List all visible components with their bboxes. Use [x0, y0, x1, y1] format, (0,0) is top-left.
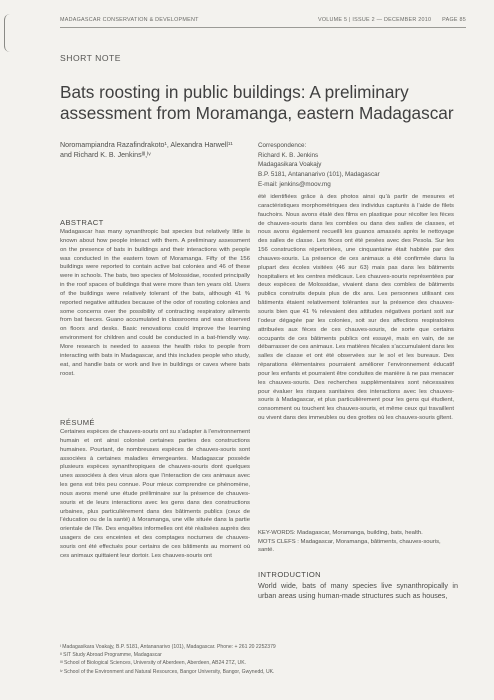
keywords-french: MOTS CLEFS : Madagascar, Moramanga, bâtiments, chauves-souris, santé. — [258, 538, 441, 554]
correspondence-block — [258, 141, 458, 190]
journal-name: MADAGASCAR CONSERVATION & DEVELOPMENT — [60, 17, 199, 23]
correspondence-name: Richard K. B. Jenkins — [258, 151, 319, 159]
correspondence-heading: Correspondence: — [258, 142, 307, 149]
author-list: Noromampiandra Razafindrakoto¹, Alexandra Harwell¹¹ and Richard K. B. Jenkinsᴵᴵᴵ,ᴵᵛ — [60, 141, 233, 159]
resume-text: Certaines espèces de chauves-souris ont su s’adapter à l’environnement humain et ont ainsi colonisé certaines parties des constructions humaines. Pourtant, de nombreuses espèces de chauves-souris sont associées à certaines maladies émergeantes. Madagascar possède plusieurs espèces synanthropiques de chauves-souris dont quelques unes associées à des virus alors que l’interaction de ces animaux avec les gens est très peu connue. Pour mieux comprendre ce phénomène, nous avons mené une étude préliminaire sur la présence de chauves-souris et de leurs interactions avec les gens dans des constructions urbaines, plus particulièrement dans des bâtiments publics (ceux de l’éducation ou de la santé) à Moramanga, une ville située dans la partie orientale de l’île. Des enquêtes informelles ont été réalisées auprès des usagers de ces enceintes et des comptages nocturnes de chauves-souris ont été effectués pour certains de ces bâtiments au moment où ces animaux quittaient leur dortoir. Les chauves-souris ont — [60, 429, 250, 559]
footnote-2: ᴵᴵ SIT Study Abroad Programme, Madagascar — [60, 652, 162, 659]
abstract-text: Madagascar has many synanthropic bat species but relatively little is known about how people interact with them. A preliminary assessment on the presence of bats in buildings and their interactions with people was conducted in the eastern town of Moramanga. Fifty of the 156 buildings were reported to contain active bat colonies and 46 of these were in schools. The bats, two species of Molossidae, roosted principally in the roof spaces of buildings that were more than ten years old. Users of the buildings were relatively tolerant of the bats, although 41 % reported negative attitudes because of the odor of roosting colonies and some concerns over the possibility of contracting respiratory ailments from bat faeces. Guano accumulated in classrooms and was observed on floors and desks. Basic renovations could improve the learning environment for children and could be conducted in a bat-friendly way. More research is needed to assess the health risks to people from interacting with bats in Madagascar, and this includes people who study, eat, and handle bats or work and live in buildings or caves where bats roost. — [60, 229, 250, 377]
page-binding-mark — [4, 14, 10, 52]
header-rule — [60, 27, 466, 28]
footnotes — [60, 643, 440, 676]
correspondence-address: B.P. 5181, Antananarivo (101), Madagascar — [258, 171, 380, 179]
resume-heading: RÉSUMÉ — [60, 418, 95, 427]
abstract-heading: ABSTRACT — [60, 218, 104, 227]
footnote-1: ᴵ Madagasikara Voakajy, B.P. 5181, Antananarivo (101), Madagascar. Phone: + 261 20 2252379 — [60, 644, 276, 650]
correspondence-organization: Madagasikara Voakajy — [258, 161, 322, 169]
section-label: SHORT NOTE — [60, 53, 122, 63]
footnote-4: ᴵᵛ School of the Environment and Natural Resources, Bangor University, Bangor, Gwynedd, UK. — [60, 668, 275, 675]
article-title: Bats roosting in public buildings: A preliminary assessment from Moramanga, eastern Madagascar — [60, 82, 454, 123]
keywords-block — [258, 529, 454, 555]
footnote-3: ᴵᴵᴵ School of Biological Sciences, University of Aberdeen, Aberdeen, AB24 2TZ, UK. — [60, 660, 247, 667]
page-number: PAGE 85 — [442, 17, 466, 23]
keywords-english: KEY-WORDS: Madagascar, Moramanga, building, bats, health. — [258, 530, 423, 536]
introduction-text: World wide, bats of many species live synanthropically in urban areas using human-made structures such as houses, — [258, 581, 458, 601]
introduction-heading: INTRODUCTION — [258, 570, 322, 579]
correspondence-email[interactable]: E-mail: jenkins@moov.mg — [258, 180, 331, 188]
issue-info: VOLUME 5 | ISSUE 2 — DECEMBER 2010 — [318, 17, 432, 23]
resume-continued-text: été identifiées grâce à des photos ainsi qu’à partir de mesures et caractéristiques morphométriques des individus capturés à l’aide de filets fauchoirs. Nous avons étalé des films en plastique pour récolter les fèces de chauves-souris dans les combles ou dans des salles de classes, et nous avons également recueilli les guanos amassés après le nettoyage des salles de classe. Les fèces ont été pesées avec des Pesola. Sur les 156 constructions répertoriées, une cinquantaine était habitée par des chauves-souris. La présence de ces animaux a été confirmée dans la plupart des écoles visitées (46 sur 63) mais pas dans les bâtiments hospitaliers et les centres médicaux. Les chauves-souris représentées par deux espèces de Molossidae, vivaient dans des combles de bâtiments publics construits depuis plus de dix ans. Les personnes utilisant ces bâtiments étaient relativement tolérantes sur la présence des chauves-souris bien que 41 % relevaient des attitudes négatives portant soit sur l’odeur dégagée par les colonies, soit sur des affections respiratoires attribuées aux fèces de ces chauves-souris, de sorte que certains occupants de ces bâtiments publics ont essayé, mais en vain, de se débarrasser de ces animaux. Les matières fécales s’accumulaient dans les salles de classe et ont été observées sur le sol et les bureaux. Des réparations élémentaires pourraient améliorer l’environnement éducatif pour les enfants et pourraient être conduites de manière à ne pas menacer les chauves-souris. Des recherches supplémentaires sont nécessaires pour évaluer les risques sanitaires des interactions avec les chauves-souris à Madagascar, et plus particulièrement pour les gens qui étudient, consomment ou touchent les chauves-souris, et même ceux qui travaillent ou vivent dans des immeubles ou des grottes où les chauves-souris gîtent. — [258, 194, 454, 422]
